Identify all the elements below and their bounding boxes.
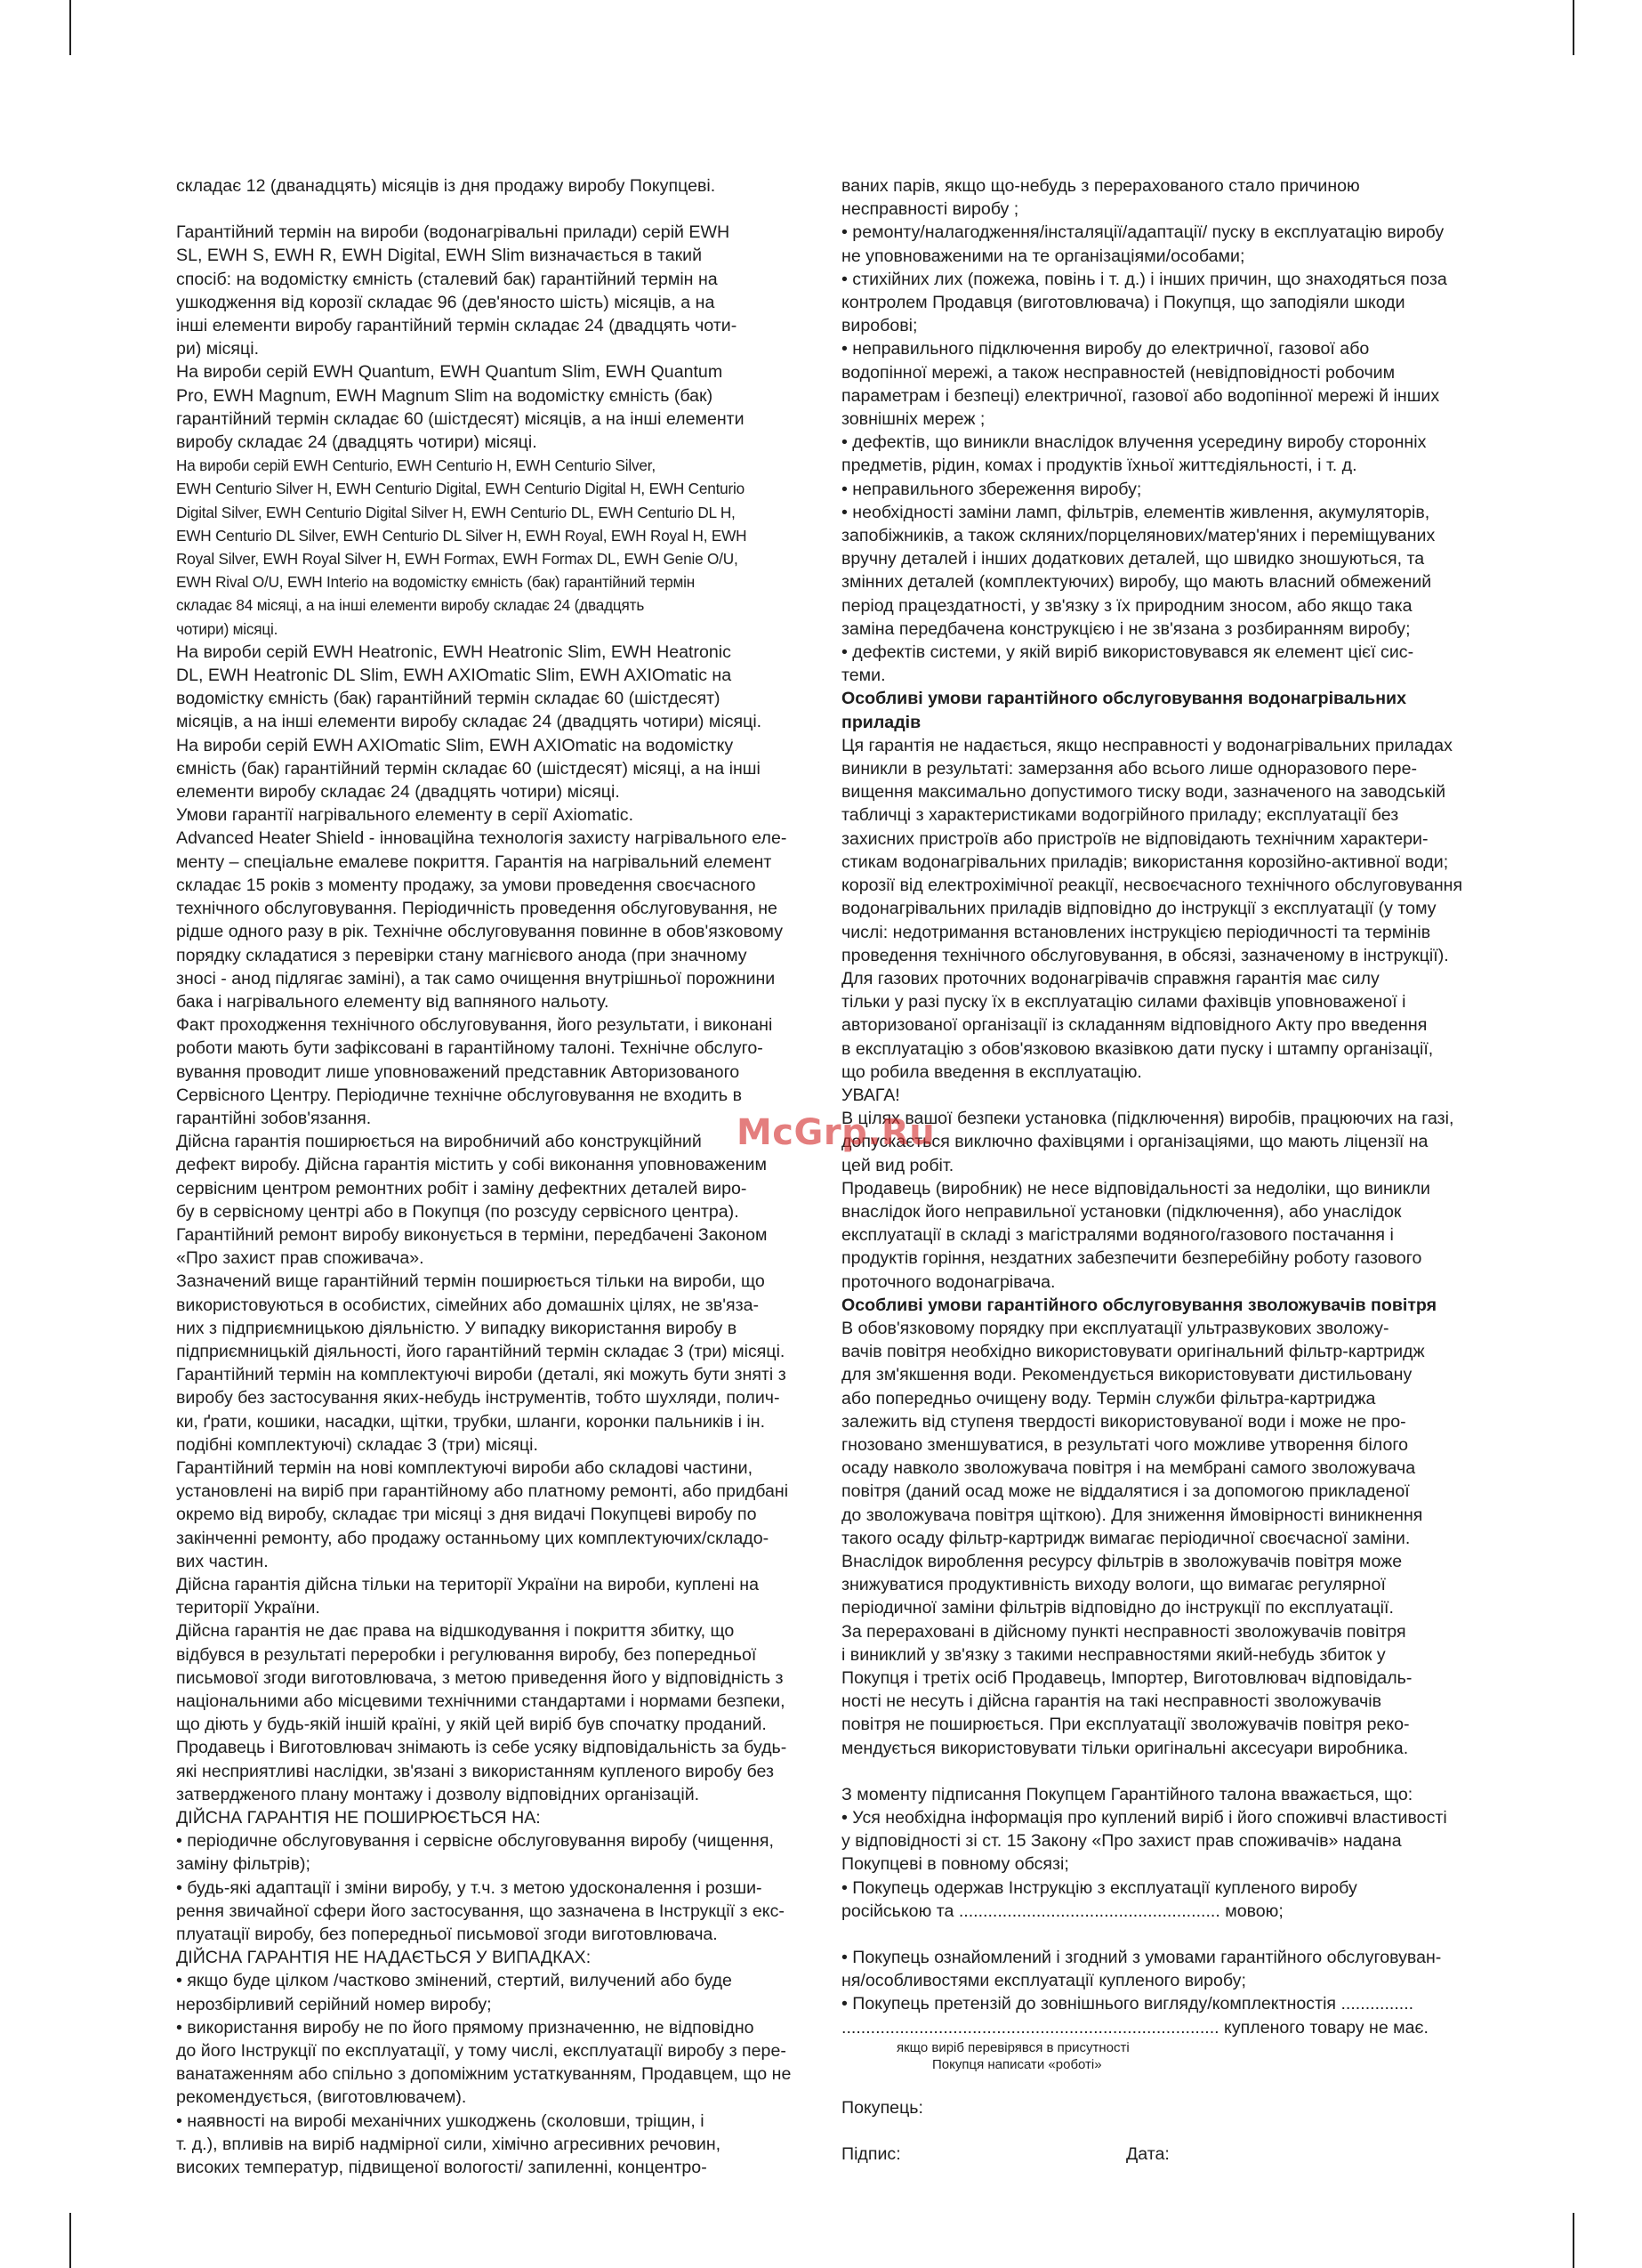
section-heading: ДІЙСНА ГАРАНТІЯ НЕ НАДАЄТЬСЯ У ВИПАДКАХ: [176, 1948, 592, 1968]
paragraph: Дійсна гарантія поширюється на виробничий або конструкційний дефект виробу. Дійсна гарантія містить у собі виконання уповноваженим сервісним центром ремонтних робіт і заміну дефектних деталей виро- бу в сервісному центрі або в Покупця (по розсуду сервісного центра). Гарантійний ремонт виробу виконується в терміни, передбачені Законом «Про захист прав споживача». [176, 1132, 768, 1269]
right-column [841, 174, 1466, 2166]
paragraph: Факт проходження технічного обслуговування, його результати, і виконані роботи мають бути зафіксовані в гарантійному талоні. Технічне обслуго- вування проводит лише уповноважений представник Авторизованого Сервісного Центру. Періодичне технічне обслуговування не входить в гарантійні зобов'язання. [176, 1015, 773, 1128]
paragraph: Зазначений вище гарантійний термін поширюється тільки на вироби, що використовуються в особистих, сімейних або домашніх цілях, не зв'яза- них з підприємницькою діяльністю. У випадку використання виробу в підприємницькій діяльності, його гарантійний термін складає 3 (три) місяці. [176, 1271, 785, 1361]
list-item: • неправильного підключення виробу до електричної, газової або водопінної мережі, а також несправностей (невідповідності робочим параметрам і безпеці) електричної, газової або водопінної мережі й інших зовнішніх мереж ; [841, 339, 1440, 430]
spacer [841, 2119, 1466, 2143]
paragraph: Ця гарантія не надається, якщо несправності у водонагрівальних приладах виникли в результаті: замерзання або всього лише одноразового пере- вищення максимально допустимого тиску води, зазначеного на заводській табличці з характеристиками водогрійного приладу; експлуатації без захисних пристроїв або пристроїв не відповідають технічним характери- стикам водонагрівальних приладів; використання корозійно-активної води; корозії від електрохімічної реакції, несвоєчасного технічного обслуговування водонагрівальних приладів відповідно до інструкції з експлуатації (у тому числі: недотримання встановлених інструкцією періодичності та термінів проведення технічного обслуговування, в обсязі, зазначеному в інструкції). [841, 735, 1463, 965]
section-heading-humidifiers: Особливі умови гарантійного обслуговування зволожувачів повітря [841, 1295, 1437, 1315]
crop-mark-top-right [1573, 0, 1574, 55]
paragraph: Гарантійний термін на нові комплектуючі вироби або складові частини, установлені на виріб при гарантійному або платному ремонті, або придбані окремо від виробу, складає три місяці з дня видачі Покупцеві виробу по закінченні ремонту, або продажу останньому цих комплектуючих/складо- вих частин. [176, 1457, 789, 1571]
list-item: ваних парів, якщо що-небудь з перерахованого стало причиною несправності виробу ; [841, 176, 1360, 220]
spacer [841, 1760, 1466, 1783]
watermark: McGrp.Ru [736, 1112, 936, 1153]
list-item: • Покупець ознайомлений і згодний з умовами гарантійного обслуговуван- ня/особливостями експлуатації купленого виробу; [841, 1948, 1442, 1991]
paragraph: Гарантійний термін на вироби (водонагрівальні прилади) серій EWH SL, EWH S, EWH R, EWH Digital, EWH Slim визначається в такий спосіб: на водомістку ємність (сталевий бак) гарантійний термін на ушкодження від корозії складає 96 (дев'яносто шість) місяців, а на інші елементи виробу гарантійний термін складає 24 (двадцять чоти- ри) місяці. [176, 222, 737, 359]
crop-mark-bottom-left [69, 2213, 71, 2268]
paragraph: На вироби серій EWH Heatronic, EWH Heatronic Slim, EWH Heatronic DL, EWH Heatronic DL Slim, EWH AXIOmatic Slim, EWH AXIOmatic на водомістку ємність (бак) гарантійний термін складає 60 (шістдесят) місяців, а на інші елементи виробу складає 24 (двадцять чотири) місяці. [176, 642, 762, 732]
signature-label: Підпис: [841, 2144, 901, 2165]
list-item: • неправильного збереження виробу; [841, 479, 1142, 499]
paragraph: Advanced Heater Shield - інноваційна технологія захисту нагрівального еле- менту – спеціальне емалеве покриття. Гарантія на нагрівальний елемент складає 15 років з моменту продажу, за умови проведення своєчасного технічного обслуговування. Періодичність проведення обслуговування, не рідше одного разу в рік. Технічне обслуговування повинне в обов'язковому порядку складатися з перевірки стану магнієвого анода (при значному зносі - анод підлягає заміні), а так само очищення внутрішньої порожнини бака і нагрівального елементу від вапняного нальоту. [176, 828, 787, 1012]
list-item: • наявності на виробі механічних ушкоджень (сколовши, тріщин, і т. д.), впливів на виріб надмірної сили, хімічно агресивних речовин, високих температур, підвищеної вологості/ запиленні, концентро- [176, 2111, 721, 2178]
section-heading: ДІЙСНА ГАРАНТІЯ НЕ ПОШИРЮЄТЬСЯ НА: [176, 1808, 541, 1828]
warning-label: УВАГА! [841, 1085, 900, 1105]
paragraph: В цілях вашої безпеки установка (підключення) виробів, працюючих на газі, допускається виключно фахівцями і організаціями, що мають ліцензії на цей вид робіт. [841, 1109, 1454, 1175]
list-item: • дефектів системи, у якій виріб використовувався як елемент цієї сис- теми. [841, 642, 1414, 686]
footnote: Покупця написати «роботі» [932, 2056, 1102, 2072]
list-item: • дефектів, що виникли внаслідок влучення усередину виробу сторонніх предметів, рідин, комах і продуктів їхньої життєдіяльності, і т. д. [841, 432, 1427, 476]
list-item: • періодичне обслуговування і сервісне обслуговування виробу (чищення, заміну фільтрів); [176, 1831, 774, 1875]
footnote: якщо виріб перевірявся в присутності [897, 2039, 1130, 2055]
paragraph: складає 12 (дванадцять) місяців із дня продажу виробу Покупцеві. [176, 176, 716, 196]
signature-row [841, 2143, 1466, 2166]
buyer-label: Покупець: [841, 2097, 923, 2118]
date-label: Дата: [1126, 2144, 1170, 2165]
paragraph: Продавець і Виготовлювач знімають із себе усяку відповідальність за будь- які несприятливі наслідки, зв'язані з використанням купленого виробу без затвердженого плану монтажу і дозволу відповідних організацій. [176, 1738, 787, 1804]
paragraph: Дійсна гарантія не дає права на відшкодування і покриття збитку, що відбувся в результаті переробки і регулювання виробу, без попередньої письмової згоди виготовлювача, з метою приведення його у відповідність з національними або місцевими технічними стандартами і нормами безпеки, що діють у будь-якій іншій країні, у якій цей виріб був спочатку проданий. [176, 1621, 785, 1735]
section-heading-water-heaters: Особливі умови гарантійного обслуговування водонагрівальних приладів [841, 689, 1406, 732]
list-item: • якщо буде цілком /частково змінений, стертий, вилучений або буде нерозбірливий серійний номер виробу; [176, 1971, 732, 2014]
spacer [841, 1923, 1466, 1946]
paragraph: Гарантійний термін на комплектуючі вироби (деталі, які можуть бути зняті з виробу без застосування яких-небудь інструментів, тобто шухляди, полич- ки, ґрати, кошики, насадки, щітки, трубки, шланги, коронки пальників і ін. подібні комплектуючі) складає 3 (три) місяці. [176, 1365, 786, 1455]
left-column [176, 174, 804, 2179]
list-item: • використання виробу не по його прямому призначенню, не відповідно до його Інструкції по експлуатації, у тому числі, експлуатації виробу з пере- ванатаженням або спільно з допоміжним устаткуванням, Продавцем, що не рекомендується, (виготовлювачем). [176, 2017, 792, 2108]
paragraph: На вироби серій EWH Quantum, EWH Quantum Slim, EWH Quantum Pro, EWH Magnum, EWH Magnum Slim на водомістку ємність (бак) гарантійний термін складає 60 (шістдесят) місяців, а на інші елементи виробу складає 24 (двадцять чотири) місяці. [176, 362, 745, 453]
paragraph: З моменту підписання Покупцем Гарантійного талона вважається, що: [841, 1784, 1413, 1804]
paragraph: Дійсна гарантія дійсна тільки на території України на вироби, куплені на території України. [176, 1574, 760, 1618]
list-item: • Покупець претензій до зовнішнього вигляду/комплектностія ............... .............................................................................. купленого товару не має. [841, 1994, 1429, 2038]
spacer [176, 198, 804, 221]
paragraph: Продавець (виробник) не несе відповідальності за недоліки, що виникли внаслідок його неправильної установки (підключення), або унаслідок експлуатації в складі з магістралями водяного/газового постачання і продуктів горіння, нездатних забезпечити безперебійну роботу газового проточного водонагрівача. [841, 1178, 1430, 1292]
crop-mark-top-left [69, 0, 71, 55]
paragraph: На вироби серій EWH Centurio, EWH Centurio H, EWH Centurio Silver, EWH Centurio Silver H, EWH Centurio Digital, EWH Centurio Digital H, EWH Centurio Digital Silver, EWH Centurio Digital Silver H, EWH Centurio DL, EWH Centurio DL H, EWH Centurio DL Silver, EWH Centurio DL Silver H, EWH Royal, EWH Royal H, EWH Royal Silver, EWH Royal Silver H, EWH Formax, EWH Formax DL, EWH Genie O/U, EWH Rival O/U, EWH Interio на водомістку ємність (бак) гарантійний термін складає 84 місяці, а на інші елементи виробу складає 24 (двадцять чотири) місяці. [176, 456, 747, 638]
list-item: • ремонту/налагодження/інсталяції/адаптації/ пуску в експлуатацію виробу не уповноваженими на те організаціями/особами; [841, 222, 1445, 266]
list-item: • необхідності заміни ламп, фільтрів, елементів живлення, акумуляторів, запобіжників, а також скляних/порцелянових/матер'яних і переміщуваних вручну деталей і інших додаткових деталей, що швидко зношуються, та змінних деталей (комплектуючих) виробу, що мають власний обмежений період працездатності, у зв'язку з їх природним зносом, або якщо така заміна передбачена конструкцією і не зв'язана з розбиранням виробу; [841, 502, 1436, 639]
crop-mark-bottom-right [1573, 2213, 1574, 2268]
list-item: • Покупець одержав Інструкцію з експлуатації купленого виробу російською та ...................................................... мовою; [841, 1877, 1357, 1921]
paragraph: Для газових проточних водонагрівачів справжня гарантія має силу тільки у разі пуску їх в експлуатацію силами фахівців уповноваженої і авторизованої організації із складанням відповідного Акту про введення в експлуатацію з обов'язковою вказівкою дати пуску і штампу організації, що робила введення в експлуатацію. [841, 968, 1434, 1082]
paragraph: На вироби серій EWH AXIOmatic Slim, EWH AXIOmatic на водомістку ємність (бак) гарантійний термін складає 60 (шістдесят) місяці, а на інші елементи виробу складає 24 (двадцять чотири) місяці. [176, 735, 761, 803]
paragraph: Умови гарантії нагрівального елементу в серії Axiomatic. [176, 805, 634, 826]
list-item: • стихійних лих (пожежа, повінь і т. д.) і інших причин, що знаходяться поза контролем Продавця (виготовлювача) і Покупця, що заподіяли шкоди виробові; [841, 269, 1447, 336]
list-item: • Уся необхідна інформація про куплений виріб і його споживчі властивості у відповідності зі ст. 15 Закону «Про захист прав споживачів» надана Покупцеві в повному обсязі; [841, 1808, 1447, 1875]
paragraph: В обов'язковому порядку при експлуатації ультразвукових зволожу- вачів повітря необхідно використовувати оригінальний фільтр-картридж для зм'якшення води. Рекомендується використовувати дистильовану або попередньо очищену воду. Термін служби фільтра-картриджа залежить від ступеня твердості використовуваної води і може не про- гнозовано зменшуватися, в результаті чого можливе утворення білого осаду навколо зволожувача повітря і на мембрані самого зволожувача повітря (даний осад може не віддалятися і за допомогою прикладеної до зволожувача повітря щіткою). Для зниження ймовірності виникнення такого осаду фільтр-картридж вимагає періодичної своєчасної заміни. Внаслідок вироблення ресурсу фільтрів в зволожувачів повітря може знижуватися продуктивність виходу вологи, що вимагає регулярної періодичної заміни фільтрів відповідно до інструкції по експлуатації. [841, 1318, 1425, 1618]
list-item: • будь-які адаптації і зміни виробу, у т.ч. з метою удосконалення і розши- рення звичайної сфери його застосування, що зазначена в Інструкції з екс- плуатації виробу, без попередньої письмової згоди виготовлювача. [176, 1877, 785, 1945]
spacer [841, 2073, 1466, 2096]
paragraph: За перераховані в дійсному пункті несправності зволожувачів повітря і виниклий у зв'язку з такими несправностями який-небудь збиток у Покупця і третіх осіб Продавець, Імпортер, Виготовлювач відповідаль- ності не несуть і дійсна гарантія на такі несправності зволожувачів повітря не поширюється. При експлуатації зволожувачів повітря реко- мендується використовувати тільки оригінальні аксесуари виробника. [841, 1621, 1413, 1758]
